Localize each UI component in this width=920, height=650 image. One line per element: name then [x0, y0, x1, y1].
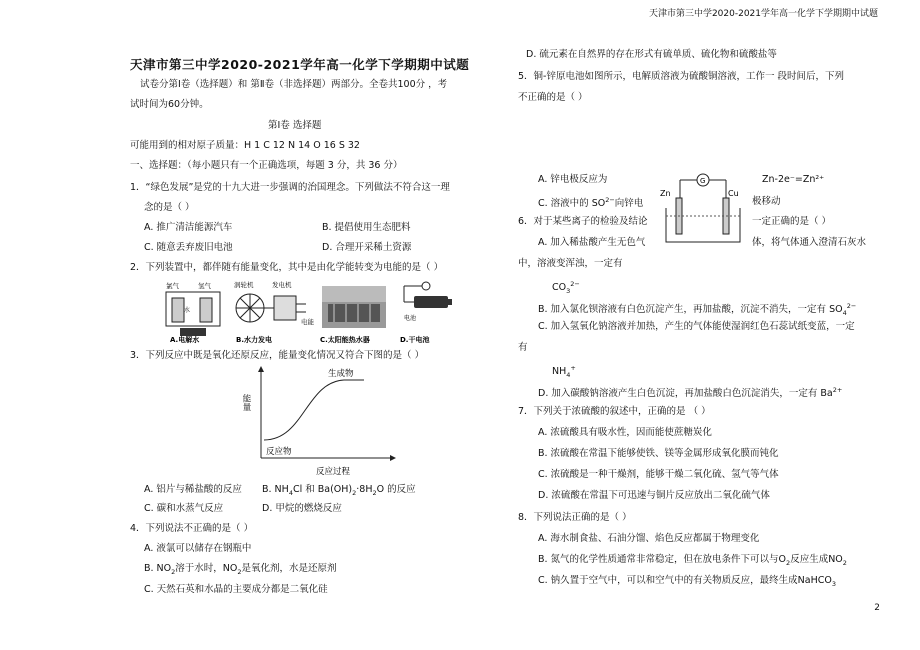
question-6-stem: 6．对于某些离子的检验及结论: [518, 216, 648, 227]
axis-energy-label: 能量: [241, 394, 251, 411]
part-heading: 一、选择题：（每小题只有一个正确选项，每题 3 分，共 36 分）: [130, 160, 403, 171]
axis-process-label: 反应过程: [316, 467, 351, 477]
hydropower-image: [234, 280, 315, 326]
q3-option-a: A. 铝片与稀盐酸的反应: [144, 484, 242, 495]
label-cl2: 氯气: [166, 282, 179, 290]
q2-label-a: A.电解水: [170, 336, 200, 344]
q8-option-b: B. 氮气的化学性质通常非常稳定，但在放电条件下可以与$O_2$反应生成$NO_2$: [538, 554, 847, 567]
label-battery: 电池: [404, 315, 417, 322]
q2-apparatus-figure: [164, 278, 454, 344]
q3-option-d: D. 甲烷的燃烧反应: [262, 503, 342, 514]
q6-option-b: B. 加入氯化钡溶液有白色沉淀产生，再加盐酸，沉淀不消失，一定有 $SO_4^{2-}$: [538, 302, 857, 318]
question-5-stem-cont: 不正确的是（ ）: [518, 92, 588, 103]
q7-option-b: B. 浓硫酸在常温下能够使铁、镁等金属形成氧化膜而钝化: [538, 448, 779, 459]
atomic-masses: 可能用到的相对原子质量：H 1 C 12 N 14 O 16 S 32: [130, 140, 360, 151]
question-2-stem: 2．下列装置中，都伴随有能量变化，其中是由化学能转变为电能的是（ ）: [130, 262, 444, 273]
question-5-stem: 5．铜-锌原电池如图所示，电解质溶液为硫酸铜溶液，工作一 段时间后，下列: [518, 71, 844, 82]
q6-option-c-line1: C. 加入氢氧化钠溶液并加热，产生的气体能使湿润红色石蕊试纸变蓝，一定: [538, 321, 855, 332]
q6-option-a-ion: $CO_3^{2-}$: [552, 280, 580, 296]
section-heading: 第Ⅰ卷 选择题: [268, 120, 322, 131]
zinc-half-reaction: Zn-2e⁻=Zn²⁺: [762, 174, 825, 185]
q3-option-b: B. $NH_4Cl$ 和 $Ba(OH)_2\cdot 8H_2O$ 的反应: [262, 484, 416, 497]
q2-label-c: C.太阳能热水器: [320, 336, 370, 344]
q7-option-a: A. 浓硫酸具有吸水性，因而能使蔗糖炭化: [538, 427, 712, 438]
q6-option-c-ion: $NH_4^+$: [552, 364, 576, 380]
q3-option-c: C. 碳和水蒸气反应: [144, 503, 224, 514]
q7-option-c: C. 浓硫酸是一种干燥剂，能够干燥二氧化硫、氢气等气体: [538, 469, 779, 480]
galvanometer-label: G: [700, 177, 706, 185]
q6-option-a-line2: 中，溶液变浑浊，一定有: [518, 258, 623, 269]
label-h2: 氢气: [198, 282, 211, 290]
dry-cell-image: [404, 282, 452, 322]
q8-option-c: C. 钠久置于空气中，可以和空气中的有关物质反应，最终生成NaHCO$_3$: [538, 575, 836, 588]
question-1-stem-cont: 念的是（ ）: [144, 202, 195, 213]
curve-label-product: 生成物: [328, 369, 354, 379]
label-turbine: 涡轮机: [234, 281, 254, 289]
intro-line-1: 试卷分第Ⅰ卷（选择题）和 第Ⅱ卷（非选择题）两部分。全卷共100分 ，考: [140, 79, 448, 90]
page-header: 天津市第三中学2020-2021学年高一化学下学期期中试题: [648, 9, 878, 19]
q4-option-b: B. $NO_2$溶于水时，$NO_2$是氧化剂，水是还原剂: [144, 563, 337, 576]
electrolysis-image: [166, 281, 220, 336]
label-power: 电能: [301, 318, 314, 326]
copper-electrode-label: Cu: [728, 189, 739, 198]
galvanic-cell-figure: [660, 168, 746, 248]
question-7-stem: 7．下列关于浓硫酸的叙述中，正确的是 （ ）: [518, 406, 711, 417]
page-number: 2: [874, 603, 880, 613]
q1-option-d: D. 合理开采稀土资源: [322, 242, 412, 253]
question-1-stem: 1．“绿色发展”是党的十九大进一步强调的治国理念。下列做法不符合这一理: [130, 182, 450, 193]
q1-option-b: B. 提倡使用生态肥料: [322, 222, 411, 233]
q5-option-c-tail: 极移动: [752, 196, 781, 207]
page-title: 天津市第三中学2020-2021学年高一化学下学期期中试题: [130, 57, 470, 72]
q2-label-d: D.干电池: [400, 336, 430, 344]
label-generator: 发电机: [272, 281, 292, 289]
question-3-stem: 3．下列反应中既是氧化还原反应，能量变化情况又符合下图的是（ ）: [130, 350, 425, 361]
q6-option-a-line1-tail: 体，将气体通入澄清石灰水: [752, 237, 867, 248]
q7-option-d: D. 浓硫酸在常温下可迅速与铜片反应放出二氧化硫气体: [538, 490, 770, 501]
q5-option-c: C. 溶液中的 $SO^{2-}$向锌电: [538, 196, 644, 210]
question-8-stem: 8．下列说法正确的是（ ）: [518, 512, 632, 523]
q6-option-a-line1: A. 加入稀盐酸产生无色气: [538, 237, 646, 248]
q5-option-a: A. 锌电极反应为: [538, 174, 608, 185]
question-4-stem: 4．下列说法不正确的是（ ）: [130, 523, 254, 534]
energy-diagram: [241, 366, 404, 478]
intro-line-2: 试时间为60分钟。: [130, 99, 209, 110]
question-6-stem-tail: 一定正确的是（ ）: [752, 216, 832, 227]
q4-option-a: A. 液氯可以储存在钢瓶中: [144, 543, 252, 554]
q4-option-d: D. 硫元素在自然界的存在形式有硫单质、硫化物和硫酸盐等: [526, 49, 777, 60]
zinc-electrode-label: Zn: [660, 189, 671, 198]
curve-label-reactant: 反应物: [266, 447, 292, 457]
q2-label-b: B.水力发电: [236, 336, 272, 344]
q8-option-a: A. 海水制食盐、石油分馏、焰色反应都属于物理变化: [538, 533, 760, 544]
solar-heater-image: [322, 286, 386, 328]
q6-option-d: D. 加入碳酸钠溶液产生白色沉淀，再加盐酸白色沉淀消失，一定有 $Ba^{2+}$: [538, 386, 843, 400]
q1-option-a: A. 推广清洁能源汽车: [144, 222, 233, 233]
q4-option-c: C. 天然石英和水晶的主要成分都是二氧化硅: [144, 584, 328, 595]
q1-option-c: C. 随意丢弃废旧电池: [144, 242, 233, 253]
q6-option-c-line2: 有: [518, 342, 528, 353]
label-water: 水: [184, 307, 191, 314]
